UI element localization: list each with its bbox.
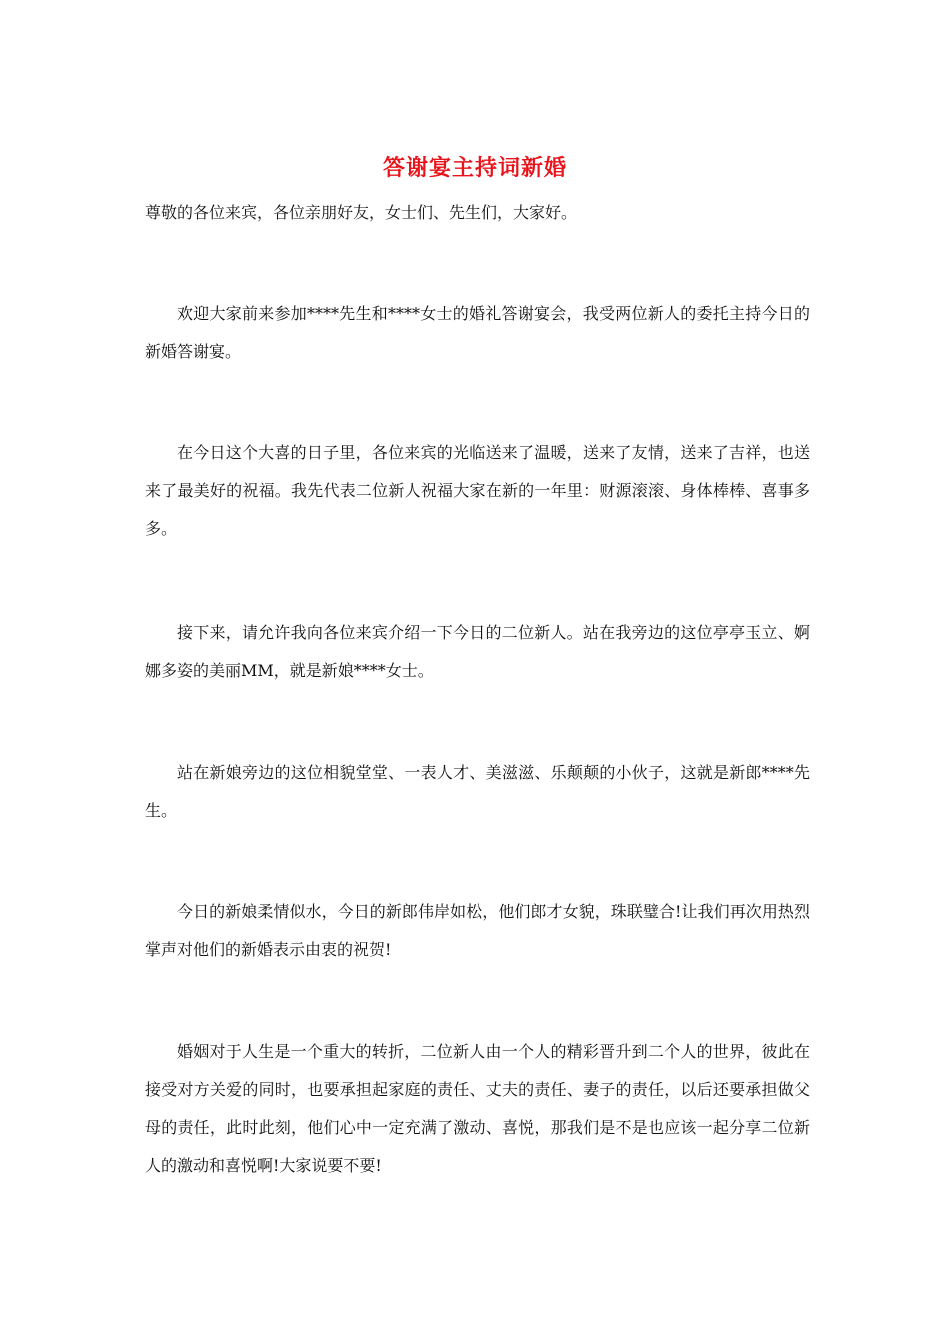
paragraph-groom-intro: 站在新娘旁边的这位相貌堂堂、一表人才、美滋滋、乐颠颠的小伙子，这就是新郎****先生。: [145, 763, 810, 820]
paragraph-blessing: 在今日这个大喜的日子里，各位来宾的光临送来了温暖，送来了友情，送来了吉祥，也送来了最美好的祝福。我先代表二位新人祝福大家在新的一年里：财源滚滚、身体棒棒、喜事多多。: [145, 443, 810, 538]
paragraph-bride-intro: 接下来，请允许我向各位来宾介绍一下今日的二位新人。站在我旁边的这位亭亭玉立、婀娜多姿的美丽MM，就是新娘****女士。: [145, 623, 810, 680]
paragraph-congratulations: 今日的新娘柔情似水，今日的新郎伟岸如松，他们郎才女貌，珠联璧合!让我们再次用热烈掌声对他们的新婚表示由衷的祝贺!: [145, 902, 810, 959]
document-title: 答谢宴主持词新婚: [382, 155, 567, 181]
paragraph-welcome: 欢迎大家前来参加****先生和****女士的婚礼答谢宴会，我受两位新人的委托主持今日的新婚答谢宴。: [145, 304, 810, 361]
salutation: 尊敬的各位来宾，各位亲朋好友，女士们、先生们，大家好。: [145, 203, 578, 222]
paragraph-marriage: 婚姻对于人生是一个重大的转折，二位新人由一个人的精彩晋升到二个人的世界，彼此在接受对方关爱的同时，也要承担起家庭的责任、丈夫的责任、妻子的责任，以后还要承担做父母的责任，此时此刻，他们心中一定充满了激动、喜悦，那我们是不是也应该一起分享二位新人的激动和喜悦啊!大家说要不要!: [145, 1042, 810, 1175]
